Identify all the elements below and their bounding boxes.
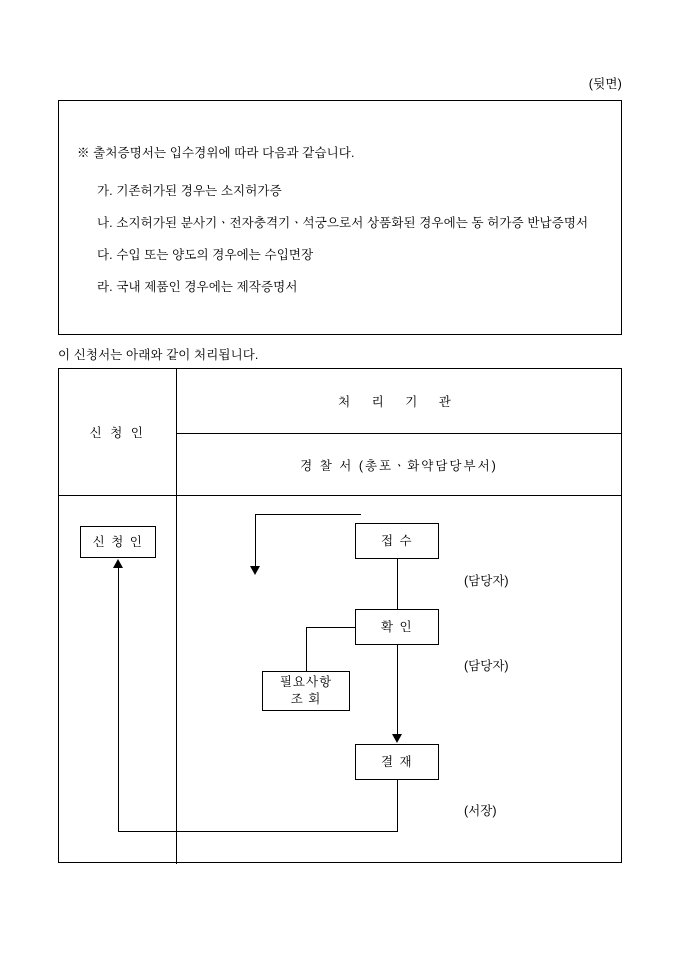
- arrow-up-to-applicant: [113, 559, 123, 568]
- side-label-chief: (서장): [464, 804, 497, 818]
- connector-applicant-to-receipt-v: [255, 514, 256, 568]
- connector-receipt-to-confirm: [397, 559, 398, 609]
- notice-line-3: 다. 수입 또는 양도의 경우에는 수입면장: [97, 248, 314, 262]
- connector-confirm-to-inquiry-h: [306, 627, 356, 628]
- node-confirm: 확 인: [355, 609, 439, 645]
- flow-diagram: [59, 496, 622, 863]
- notice-line-2: 나. 소지허가된 분사기ㆍ전자충격기ㆍ석궁으로서 상품화된 경우에는 동 허가증 반납증명서: [97, 216, 589, 230]
- back-side-label: (뒷면): [588, 77, 622, 91]
- notice-line-0: ※ 출처증명서는 입수경위에 따라 다음과 같습니다.: [77, 146, 355, 160]
- connector-approval-down: [397, 780, 398, 831]
- connector-applicant-to-receipt-h: [255, 514, 361, 515]
- node-query-line-2: 조 회: [290, 692, 322, 706]
- connector-approval-to-applicant-h: [118, 831, 398, 832]
- node-query-line-1: 필요사항: [279, 675, 333, 690]
- notice-line-1: 가. 기존허가된 경우는 소지허가증: [97, 184, 282, 198]
- intro-text: 이 신청서는 아래와 같이 처리됩니다.: [58, 348, 259, 362]
- connector-approval-to-applicant-v: [118, 568, 119, 831]
- side-label-handler-2: (담당자): [464, 659, 509, 673]
- notice-line-4: 라. 국내 제품인 경우에는 제작증명서: [97, 280, 298, 294]
- side-label-handler-1: (담당자): [464, 574, 509, 588]
- node-applicant: 신 청 인: [80, 526, 156, 558]
- header-police-station: 경 찰 서 (총포ㆍ화약담당부서): [300, 458, 498, 473]
- arrow-down-to-confirm-path: [250, 566, 260, 575]
- node-receipt: 접 수: [355, 523, 439, 559]
- connector-confirm-to-approval: [397, 645, 398, 735]
- notice-box: [58, 100, 622, 335]
- process-flow-table: [58, 368, 622, 863]
- node-approval: 결 재: [355, 744, 439, 780]
- node-necessary-items-inquiry: [262, 671, 350, 711]
- arrow-down-to-approval: [392, 734, 402, 743]
- header-applicant: 신 청 인: [89, 426, 146, 440]
- header-agency: 처 리 기 관: [338, 395, 460, 409]
- connector-confirm-to-inquiry-v: [306, 627, 307, 671]
